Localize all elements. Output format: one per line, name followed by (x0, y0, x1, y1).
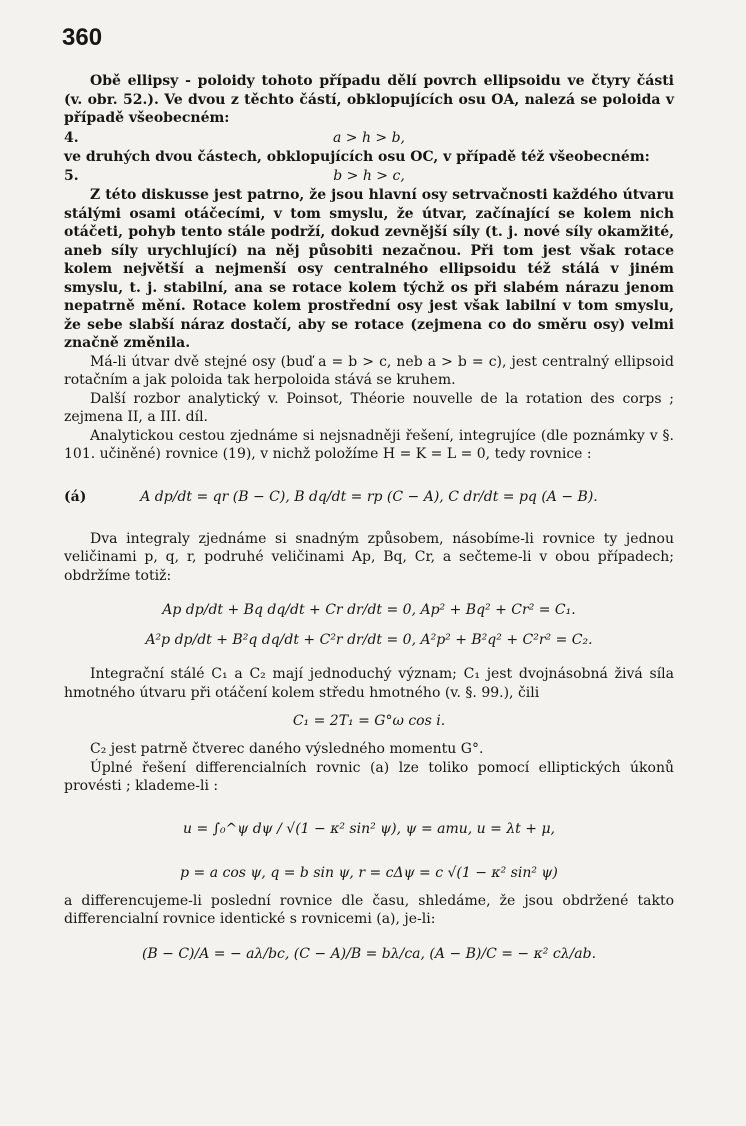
case-4-expression: a > h > b, (332, 129, 406, 146)
paragraph-7: Dva integraly zjednáme si snadným způsobem, násobíme-li rovnice ty jednou veličinami p, q, r, podruhé veličinami Ap, Bq, Cr, a sečteme-li v obou případech; obdržíme totiž: (64, 530, 674, 584)
case-5-label: 5. (64, 168, 79, 184)
paragraph-5: Další rozbor analytický v. Poinsot, Théorie nouvelle de la rotation des corps ; zejmena II, a III. díl. (64, 390, 674, 425)
paragraph-10: Úplné řešení differencialních rovnic (a) lze toliko pomocí elliptických úkonů provésti ; klademe-li : (64, 759, 674, 794)
paragraph-2: ve druhých dvou částech, obklopujících osu OC, v případě též všeobecném: (64, 148, 650, 165)
equation-b1: Ap dp/dt + Bq dq/dt + Cr dr/dt = 0, Ap² + Bq² + Cr² = C₁. (162, 602, 576, 618)
case-4-row (64, 128, 674, 148)
paragraph-6: Analytickou cestou zjednáme si nejsnadněji řešení, integrujíce (dle poznámky v §. 101. učiněné) rovnice (19), v nichž položíme H = K = L = 0, tedy rovnice : (64, 427, 674, 462)
equation-f: (B − C)/A = − aλ/bc, (C − A)/B = bλ/ca, (A − B)/C = − κ² cλ/ab. (141, 945, 597, 962)
page-number: 360 (62, 24, 103, 51)
case-5-row (64, 166, 674, 186)
paragraph-4: Má-li útvar dvě stejné osy (buď a = b > c, neb a > b = c), jest centralný ellipsoid rotačním a jak poloida tak herpoloida stává se kruhem. (64, 353, 674, 388)
case-4-label: 4. (64, 129, 79, 146)
paragraph-1: Obě ellipsy - poloidy tohoto případu dělí povrch ellipsoidu ve čtyry části (v. obr. 52.). Ve dvou z těchto částí, obklopujících osu OA, nalezá se poloida v případě všeobecném: (64, 73, 674, 126)
case-5-expression: b > h > c, (333, 168, 405, 184)
equation-a-label: (á) (64, 488, 87, 505)
equation-b2: A²p dp/dt + B²q dq/dt + C²r dr/dt = 0, A²p² + B²q² + C²r² = C₂. (145, 632, 593, 648)
equation-c: C₁ = 2T₁ = G°ω cos i. (292, 713, 446, 729)
paragraph-8: Integrační stálé C₁ a C₂ mají jednoduchý význam; C₁ jest dvojnásobná živá síla hmotného útvaru při otáčení kolem středu hmotného (v. §. 99.), čili (64, 666, 674, 701)
paragraph-9: C₂ jest patrně čtverec daného výsledného momentu G°. (90, 741, 484, 757)
page-body (64, 72, 674, 965)
paragraph-11: a differencujeme-li poslední rovnice dle času, shledáme, že jsou obdržené takto differencialní rovnice identické s rovnicemi (a), je-li: (64, 892, 674, 927)
equation-a: A dp/dt = qr (B − C), B dq/dt = rp (C − A), C dr/dt = pq (A − B). (140, 488, 598, 505)
equation-a-row (64, 486, 674, 508)
equation-d: u = ∫₀^ψ dψ / √(1 − κ² sin² ψ), ψ = amu, u = λt + μ, (183, 820, 555, 837)
equation-e: p = a cos ψ, q = b sin ψ, r = cΔψ = c √(1 − κ² sin² ψ) (180, 864, 558, 881)
paragraph-3: Z této diskusse jest patrno, že jsou hlavní osy setrvačnosti každého útvaru stálými osami otáčecími, v tom smyslu, že útvar, začínající se kolem nich otáčeti, pohyb tento stále podrží, dokud zevnější síly (t. j. nové síly okamžité, aneb síly urychlující) na něj působiti nezačnou. Při tom jest však rotace kolem největší a nejmenší osy centralného ellipsoidu též stálá v jiném smyslu, t. j. stabilní, ana se rotace kolem týchž os při slabém nárazu jenom nepatrně mění. Rotace kolem prostřední osy jest však labilní v tom smyslu, že sebe slabší náraz dostačí, aby se rotace (zejmena co do směru osy) velmi značně změnila. (64, 187, 674, 351)
